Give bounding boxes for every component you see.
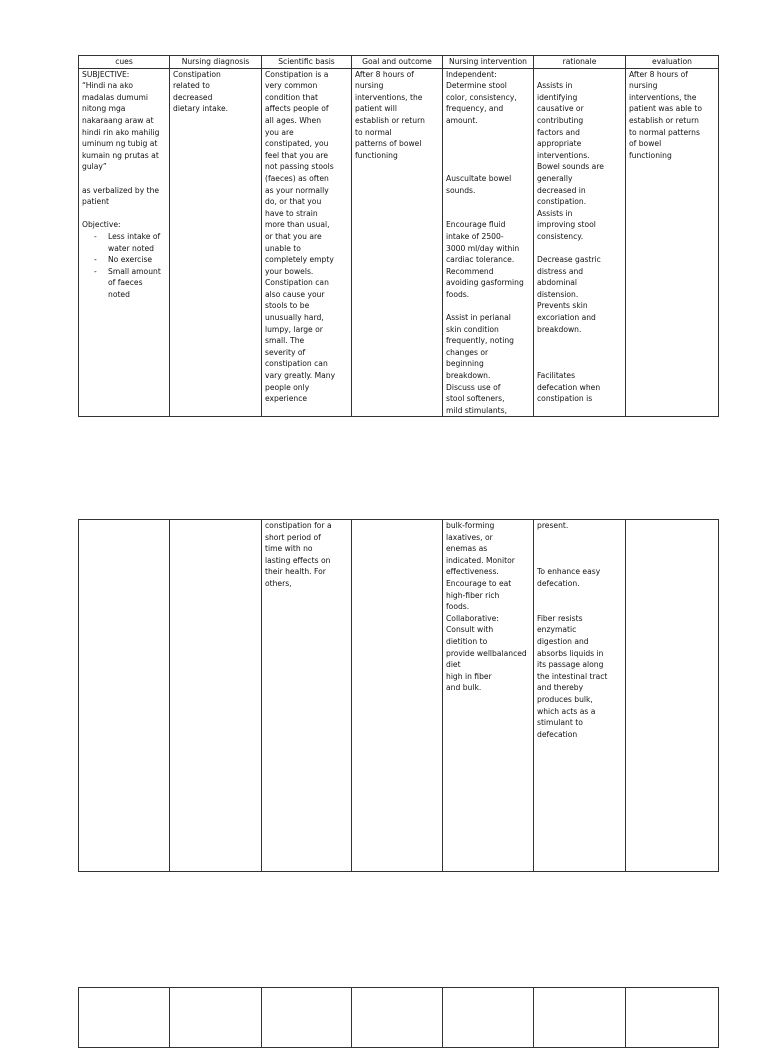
cell-text-line: breakdown. <box>537 324 582 334</box>
blank-line <box>537 347 622 359</box>
cell-text-line: stimulant to <box>537 718 583 728</box>
cell-text-line: Decrease gastric <box>537 255 601 265</box>
cell-text-line: constipation for a <box>265 521 332 530</box>
cell-text-line: diet <box>446 660 461 670</box>
cell-text-line: severity of <box>265 347 306 357</box>
cell-text-line: to normal <box>355 127 392 137</box>
body-row <box>79 68 719 417</box>
objective-item-line: Small amount <box>108 266 161 276</box>
header-cues: cues <box>79 56 170 69</box>
cell-text-line: very common <box>265 81 318 91</box>
body-row <box>79 520 719 872</box>
body-row <box>79 988 719 1048</box>
cell-text-line: as verbalized by the <box>82 185 160 195</box>
cell-text-line: present. <box>537 521 569 530</box>
cell-text-line: provide wellbalanced <box>446 648 527 658</box>
blank-line <box>537 601 622 613</box>
cell-cues-empty <box>79 520 170 872</box>
cell-text-line: contributing <box>537 115 584 125</box>
cell-text-line: also cause your <box>265 289 325 299</box>
blank-line <box>446 196 530 208</box>
cell-text-line: distension. <box>537 289 579 299</box>
empty-cell <box>534 988 626 1048</box>
cell-text-line: condition that <box>265 92 318 102</box>
cell-text-line: After 8 hours of <box>355 69 414 79</box>
cell-text-line: amount. <box>446 115 478 125</box>
dash-bullet: - <box>94 231 97 241</box>
cell-text-line: uminum ng tubig at <box>82 139 158 149</box>
cell-text-line: excoriation and <box>537 313 596 323</box>
cell-text-line: beginning <box>446 359 484 369</box>
cell-text-line: avoiding gasforming <box>446 278 524 288</box>
blank-line <box>82 208 166 220</box>
cell-text-line: establish or return <box>355 115 425 125</box>
cell-text-line: nitong mga <box>82 104 126 114</box>
cell-scientific-basis <box>262 520 352 872</box>
cell-text-line: vary greatly. Many <box>265 371 336 381</box>
cell-text-line: foods. <box>446 602 470 612</box>
cell-text-line: Assists in <box>537 81 573 91</box>
cell-text-line: unusually hard, <box>265 313 324 323</box>
cell-text-line: defecation when <box>537 382 601 392</box>
cell-text-line: to normal patterns <box>629 127 700 137</box>
cell-text-line: or that you are <box>265 231 322 241</box>
empty-cell <box>626 988 719 1048</box>
cell-text-line: have to strain <box>265 208 318 218</box>
cell-goal-and-outcome-empty <box>352 520 443 872</box>
blank-line <box>446 208 530 220</box>
cell-text-line: bulk-forming <box>446 521 495 530</box>
cell-scientific-basis <box>262 68 352 417</box>
objective-item <box>94 254 166 266</box>
header-evaluation: evaluation <box>626 56 719 69</box>
cell-text-line: foods. <box>446 289 470 299</box>
cell-text-line: interventions. <box>537 150 590 160</box>
cell-text-line: constipation. <box>537 197 587 207</box>
cell-text-line: madalas dumumi <box>82 92 149 102</box>
cell-text-line: decreased in <box>537 185 586 195</box>
empty-cell <box>170 988 262 1048</box>
cell-text-line: color, consistency, <box>446 92 517 102</box>
cell-text-line: frequently, noting <box>446 336 515 346</box>
cell-text-line: Prevents skin <box>537 301 588 311</box>
cell-text-line: Consult with <box>446 625 494 635</box>
empty-cell <box>443 988 534 1048</box>
cell-text-line: dietition to <box>446 636 488 646</box>
cell-text-line: interventions, the <box>629 92 697 102</box>
cell-text-line: Constipation is a <box>265 69 329 79</box>
blank-line <box>537 590 622 602</box>
cell-text-line: related to <box>173 81 210 91</box>
cell-text-line: and thereby <box>537 683 584 693</box>
blank-line <box>446 300 530 312</box>
cell-text-line: establish or return <box>629 115 699 125</box>
cell-text-line: affects people of <box>265 104 329 114</box>
cell-text-line: SUBJECTIVE: <box>82 69 130 79</box>
cell-text-line: digestion and <box>537 636 589 646</box>
cell-text-line: nursing <box>355 81 384 91</box>
cell-text-line: Determine stool <box>446 81 507 91</box>
cues-subjective <box>82 69 166 231</box>
cell-text-line: identifying <box>537 92 578 102</box>
cell-text-line: Discuss use of <box>446 382 501 392</box>
cell-text-line: as your normally <box>265 185 329 195</box>
blank-line <box>446 127 530 139</box>
cell-evaluation <box>626 68 719 417</box>
cell-text-line: Encourage fluid <box>446 220 506 230</box>
blank-line <box>537 543 622 555</box>
cell-text-line: defecation <box>537 729 578 739</box>
cell-text-line: Constipation can <box>265 278 329 288</box>
cell-text-line: consistency. <box>537 231 584 241</box>
cell-nursing-diagnosis-empty <box>170 520 262 872</box>
cell-text-line: Recommend <box>446 266 494 276</box>
cell-text-line: its passage along <box>537 660 604 670</box>
cell-text-line: absorbs liquids in <box>537 648 604 658</box>
cell-text-line: Collaborative: <box>446 613 499 623</box>
cell-text-line: patient <box>82 197 110 207</box>
cell-text-line: functioning <box>355 150 398 160</box>
cell-text-line: their health. For <box>265 567 326 577</box>
cell-text-line: unable to <box>265 243 301 253</box>
cell-text-line: appropriate <box>537 139 582 149</box>
cell-text-line: time with no <box>265 544 313 554</box>
cell-text-line: nursing <box>629 81 658 91</box>
cell-nursing-intervention <box>443 68 534 417</box>
cell-text-line: experience <box>265 394 308 404</box>
dash-bullet: - <box>94 255 97 265</box>
blank-line <box>537 335 622 347</box>
cell-text-line: Facilitates <box>537 371 576 381</box>
blank-line <box>446 138 530 150</box>
cell-text-line: do, or that you <box>265 197 322 207</box>
cell-nursing-diagnosis <box>170 68 262 417</box>
cell-text-line: generally <box>537 173 573 183</box>
objective-item-line: Less intake of <box>108 231 161 241</box>
cell-text-line: which acts as a <box>537 706 596 716</box>
empty-cell <box>352 988 443 1048</box>
cell-text-line: factors and <box>537 127 580 137</box>
cell-text-line: stools to be <box>265 301 310 311</box>
cell-text-line: Independent: <box>446 69 497 79</box>
cell-text-line: kumain ng prutas at <box>82 150 159 160</box>
objective-item-line: water noted <box>108 243 154 253</box>
cell-goal-and-outcome <box>352 68 443 417</box>
blank-line <box>537 243 622 255</box>
cell-text-line: changes or <box>446 347 489 357</box>
care-plan-table-page-2 <box>78 519 719 872</box>
cell-text-line: cardiac tolerance. <box>446 255 515 265</box>
cell-text-line: Constipation <box>173 69 221 79</box>
cell-cues <box>79 68 170 417</box>
care-plan-table-page-1 <box>78 55 719 417</box>
cell-text-line: functioning <box>629 150 672 160</box>
blank-line <box>446 161 530 173</box>
cell-text-line: produces bulk, <box>537 694 593 704</box>
cell-text-line: 3000 ml/day within <box>446 243 520 253</box>
blank-line <box>537 358 622 370</box>
cell-rationale <box>534 68 626 417</box>
cell-text-line: frequency, and <box>446 104 504 114</box>
cell-text-line: patterns of bowel <box>355 139 422 149</box>
cell-text-line: high-fiber rich <box>446 590 500 600</box>
cell-text-line: Objective: <box>82 220 121 230</box>
cell-text-line: distress and <box>537 266 584 276</box>
cell-text-line: patient will <box>355 104 397 114</box>
empty-cell <box>79 988 170 1048</box>
cell-text-line: abdominal <box>537 278 578 288</box>
blank-line <box>446 150 530 162</box>
care-plan-table-page-3 <box>78 987 719 1048</box>
cell-text-line: gulay” <box>82 162 107 172</box>
cell-text-line: feel that you are <box>265 150 329 160</box>
blank-line <box>537 555 622 567</box>
cell-text-line: mild stimulants, <box>446 405 508 415</box>
cell-text-line: interventions, the <box>355 92 423 102</box>
cell-text-line: Auscultate bowel <box>446 173 512 183</box>
cell-text-line: lasting effects on <box>265 555 331 565</box>
cell-text-line: high in fiber <box>446 671 492 681</box>
objective-list <box>82 231 166 301</box>
cell-text-line: dietary intake. <box>173 104 229 114</box>
cell-text-line: completely empty <box>265 255 334 265</box>
cell-text-line: After 8 hours of <box>629 69 688 79</box>
header-rationale: rationale <box>534 56 626 69</box>
cell-text-line: skin condition <box>446 324 499 334</box>
cell-text-line: others, <box>265 578 292 588</box>
cell-text-line: “Hindi na ako <box>82 81 133 91</box>
cell-nursing-intervention <box>443 520 534 872</box>
cell-text-line: improving stool <box>537 220 596 230</box>
header-row <box>79 56 719 69</box>
cell-text-line: not passing stools <box>265 162 334 172</box>
dash-bullet: - <box>94 266 97 276</box>
cell-text-line: Assists in <box>537 208 573 218</box>
cell-text-line: sounds. <box>446 185 476 195</box>
header-nursing-diagnosis: Nursing diagnosis <box>170 56 262 69</box>
cell-text-line: nakaraang araw at <box>82 115 154 125</box>
empty-cell <box>262 988 352 1048</box>
cell-text-line: constipated, you <box>265 139 329 149</box>
cell-text-line: To enhance easy <box>537 567 601 577</box>
objective-item-line: No exercise <box>108 255 153 265</box>
cell-text-line: Assist in perianal <box>446 313 511 323</box>
cell-text-line: defecation. <box>537 578 580 588</box>
cell-text-line: intake of 2500- <box>446 231 504 241</box>
objective-item-line: of faeces <box>108 278 143 288</box>
cell-text-line: breakdown. <box>446 371 491 381</box>
cell-text-line: constipation is <box>537 394 593 404</box>
objective-item-line: noted <box>108 289 130 299</box>
cell-text-line: lumpy, large or <box>265 324 323 334</box>
cell-text-line: indicated. Monitor <box>446 555 515 565</box>
blank-line <box>537 69 622 81</box>
cell-text-line: enzymatic <box>537 625 577 635</box>
cell-text-line: constipation can <box>265 359 328 369</box>
blank-line <box>82 173 166 185</box>
cell-text-line: hindi rin ako mahilig <box>82 127 160 137</box>
cell-text-line: (faeces) as often <box>265 173 329 183</box>
cell-text-line: Bowel sounds are <box>537 162 604 172</box>
cell-text-line: stool softeners, <box>446 394 505 404</box>
cell-text-line: Encourage to eat <box>446 578 512 588</box>
header-scientific-basis: Scientific basis <box>262 56 352 69</box>
header-nursing-intervention: Nursing intervention <box>443 56 534 69</box>
cell-text-line: people only <box>265 382 310 392</box>
cell-text-line: your bowels. <box>265 266 314 276</box>
blank-line <box>537 532 622 544</box>
cell-rationale <box>534 520 626 872</box>
cell-text-line: effectiveness. <box>446 567 499 577</box>
cell-text-line: more than usual, <box>265 220 330 230</box>
cell-text-line: small. The <box>265 336 305 346</box>
cell-text-line: the intestinal tract <box>537 671 608 681</box>
cell-text-line: Fiber resists <box>537 613 583 623</box>
cell-text-line: you are <box>265 127 294 137</box>
cell-text-line: of bowel <box>629 139 662 149</box>
cell-evaluation-empty <box>626 520 719 872</box>
cell-text-line: enemas as <box>446 544 488 554</box>
cell-text-line: patient was able to <box>629 104 702 114</box>
cell-text-line: causative or <box>537 104 584 114</box>
cell-text-line: and bulk. <box>446 683 482 693</box>
cell-text-line: laxatives, or <box>446 532 493 542</box>
cell-text-line: all ages. When <box>265 115 322 125</box>
cell-text-line: short period of <box>265 532 321 542</box>
objective-item <box>94 231 166 254</box>
objective-item <box>94 266 166 301</box>
header-goal-and-outcome: Goal and outcome <box>352 56 443 69</box>
cell-text-line: decreased <box>173 92 213 102</box>
